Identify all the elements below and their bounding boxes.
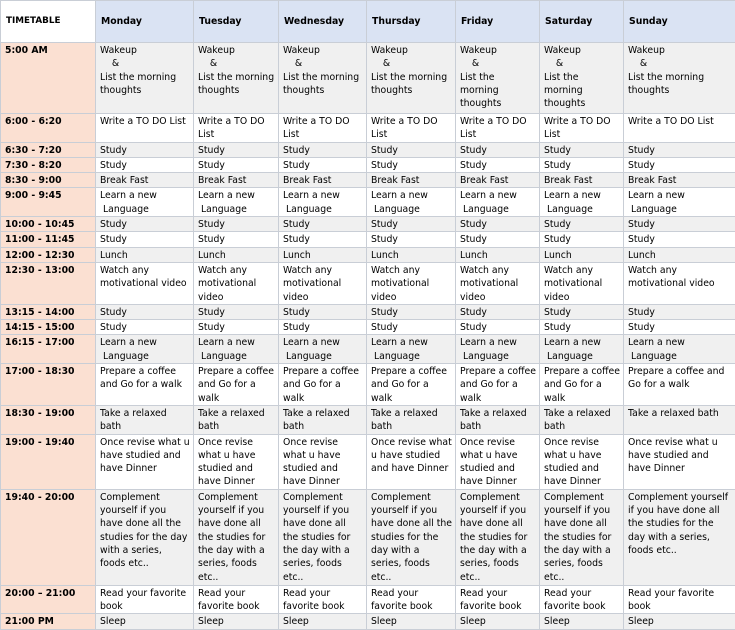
activity-cell-monday: Study bbox=[96, 157, 194, 172]
activity-cell-thursday: Prepare a coffee and Go for a walk bbox=[367, 364, 456, 406]
activity-cell-wednesday: Break Fast bbox=[279, 173, 367, 188]
activity-cell-saturday: Study bbox=[540, 142, 624, 157]
activity-cell-thursday: Study bbox=[367, 217, 456, 232]
activity-cell-saturday: Sleep bbox=[540, 614, 624, 629]
activity-cell-thursday: Sleep bbox=[367, 614, 456, 629]
activity-cell-monday: Study bbox=[96, 304, 194, 319]
activity-cell-wednesday: Study bbox=[279, 157, 367, 172]
time-slot: 9:00 - 9:45 bbox=[1, 188, 96, 217]
time-slot: 13:15 - 14:00 bbox=[1, 304, 96, 319]
activity-cell-monday: Read your favorite book bbox=[96, 585, 194, 614]
table-row bbox=[1, 335, 735, 364]
activity-cell-sunday: Take a relaxed bath bbox=[624, 405, 735, 434]
activity-cell-sunday: Complement yourself if you have done all the studies for the day with a series, foods etc.. bbox=[624, 489, 735, 585]
activity-cell-wednesday: Study bbox=[279, 232, 367, 247]
activity-cell-monday: Write a TO DO List bbox=[96, 114, 194, 143]
time-slot: 11:00 - 11:45 bbox=[1, 232, 96, 247]
activity-cell-wednesday: Once revise what u have studied and have Dinner bbox=[279, 434, 367, 489]
activity-cell-tuesday: Read your favorite book bbox=[194, 585, 279, 614]
activity-cell-wednesday: Prepare a coffee and Go for a walk bbox=[279, 364, 367, 406]
activity-cell-wednesday: Learn a new Language bbox=[279, 335, 367, 364]
activity-cell-wednesday: Watch any motivational video bbox=[279, 262, 367, 304]
activity-cell-monday: Study bbox=[96, 142, 194, 157]
activity-cell-friday: Study bbox=[456, 320, 540, 335]
time-slot: 16:15 - 17:00 bbox=[1, 335, 96, 364]
table-row bbox=[1, 173, 735, 188]
activity-cell-saturday: Once revise what u have studied and have Dinner bbox=[540, 434, 624, 489]
activity-cell-sunday: Once revise what u have studied and have Dinner bbox=[624, 434, 735, 489]
activity-cell-thursday: Learn a new Language bbox=[367, 188, 456, 217]
table-row bbox=[1, 142, 735, 157]
activity-cell-monday: Learn a new Language bbox=[96, 335, 194, 364]
time-slot: 6:00 - 6:20 bbox=[1, 114, 96, 143]
time-slot: 12:00 - 12:30 bbox=[1, 247, 96, 262]
activity-cell-saturday: Study bbox=[540, 217, 624, 232]
table-row bbox=[1, 157, 735, 172]
table-row bbox=[1, 217, 735, 232]
activity-cell-sunday: Study bbox=[624, 320, 735, 335]
activity-cell-saturday: Learn a new Language bbox=[540, 335, 624, 364]
time-slot: 7:30 - 8:20 bbox=[1, 157, 96, 172]
activity-cell-friday: Once revise what u have studied and have Dinner bbox=[456, 434, 540, 489]
activity-cell-saturday: Study bbox=[540, 320, 624, 335]
table-row bbox=[1, 585, 735, 614]
time-slot: 18:30 - 19:00 bbox=[1, 405, 96, 434]
activity-cell-wednesday: Read your favorite book bbox=[279, 585, 367, 614]
activity-cell-monday: Sleep bbox=[96, 614, 194, 629]
activity-cell-friday: Study bbox=[456, 157, 540, 172]
time-slot: 10:00 - 10:45 bbox=[1, 217, 96, 232]
activity-cell-monday: Once revise what u have studied and have Dinner bbox=[96, 434, 194, 489]
activity-cell-tuesday: Wakeup & List the morning thoughts bbox=[194, 43, 279, 114]
activity-cell-thursday: Study bbox=[367, 320, 456, 335]
time-slot: 14:15 - 15:00 bbox=[1, 320, 96, 335]
table-row bbox=[1, 434, 735, 489]
activity-cell-sunday: Write a TO DO List bbox=[624, 114, 735, 143]
activity-cell-friday: Watch any motivational video bbox=[456, 262, 540, 304]
day-header-friday: Friday bbox=[456, 1, 540, 43]
activity-cell-friday: Study bbox=[456, 142, 540, 157]
activity-cell-thursday: Once revise what u have studied and have Dinner bbox=[367, 434, 456, 489]
activity-cell-saturday: Break Fast bbox=[540, 173, 624, 188]
activity-cell-thursday: Read your favorite book bbox=[367, 585, 456, 614]
activity-cell-thursday: Study bbox=[367, 142, 456, 157]
day-header-sunday: Sunday bbox=[624, 1, 735, 43]
time-slot: 19:00 - 19:40 bbox=[1, 434, 96, 489]
activity-cell-friday: Sleep bbox=[456, 614, 540, 629]
activity-cell-friday: Learn a new Language bbox=[456, 188, 540, 217]
activity-cell-thursday: Study bbox=[367, 157, 456, 172]
activity-cell-sunday: Study bbox=[624, 304, 735, 319]
activity-cell-monday: Take a relaxed bath bbox=[96, 405, 194, 434]
activity-cell-monday: Watch any motivational video bbox=[96, 262, 194, 304]
time-slot: 8:30 - 9:00 bbox=[1, 173, 96, 188]
activity-cell-wednesday: Study bbox=[279, 320, 367, 335]
day-header-thursday: Thursday bbox=[367, 1, 456, 43]
activity-cell-wednesday: Take a relaxed bath bbox=[279, 405, 367, 434]
activity-cell-monday: Complement yourself if you have done all the studies for the day with a series, foods etc.. bbox=[96, 489, 194, 585]
table-row bbox=[1, 405, 735, 434]
activity-cell-wednesday: Study bbox=[279, 142, 367, 157]
activity-cell-monday: Wakeup & List the morning thoughts bbox=[96, 43, 194, 114]
table-row bbox=[1, 114, 735, 143]
activity-cell-thursday: Wakeup & List the morning thoughts bbox=[367, 43, 456, 114]
activity-cell-tuesday: Study bbox=[194, 217, 279, 232]
activity-cell-tuesday: Study bbox=[194, 232, 279, 247]
activity-cell-saturday: Study bbox=[540, 157, 624, 172]
table-row bbox=[1, 614, 735, 629]
activity-cell-saturday: Lunch bbox=[540, 247, 624, 262]
activity-cell-tuesday: Study bbox=[194, 142, 279, 157]
day-header-tuesday: Tuesday bbox=[194, 1, 279, 43]
activity-cell-wednesday: Wakeup & List the morning thoughts bbox=[279, 43, 367, 114]
activity-cell-wednesday: Study bbox=[279, 304, 367, 319]
activity-cell-friday: Learn a new Language bbox=[456, 335, 540, 364]
activity-cell-sunday: Lunch bbox=[624, 247, 735, 262]
activity-cell-saturday: Study bbox=[540, 232, 624, 247]
activity-cell-thursday: Learn a new Language bbox=[367, 335, 456, 364]
activity-cell-saturday: Prepare a coffee and Go for a walk bbox=[540, 364, 624, 406]
activity-cell-monday: Study bbox=[96, 217, 194, 232]
activity-cell-thursday: Break Fast bbox=[367, 173, 456, 188]
activity-cell-sunday: Learn a new Language bbox=[624, 188, 735, 217]
table-row bbox=[1, 304, 735, 319]
activity-cell-saturday: Take a relaxed bath bbox=[540, 405, 624, 434]
activity-cell-monday: Study bbox=[96, 232, 194, 247]
activity-cell-tuesday: Watch any motivational video bbox=[194, 262, 279, 304]
activity-cell-sunday: Study bbox=[624, 232, 735, 247]
activity-cell-tuesday: Study bbox=[194, 320, 279, 335]
activity-cell-thursday: Take a relaxed bath bbox=[367, 405, 456, 434]
activity-cell-thursday: Study bbox=[367, 304, 456, 319]
activity-cell-wednesday: Write a TO DO List bbox=[279, 114, 367, 143]
activity-cell-tuesday: Study bbox=[194, 157, 279, 172]
activity-cell-thursday: Watch any motivational video bbox=[367, 262, 456, 304]
header-row bbox=[1, 1, 735, 43]
time-slot: 21:00 PM bbox=[1, 614, 96, 629]
activity-cell-tuesday: Prepare a coffee and Go for a walk bbox=[194, 364, 279, 406]
activity-cell-friday: Break Fast bbox=[456, 173, 540, 188]
activity-cell-sunday: Break Fast bbox=[624, 173, 735, 188]
activity-cell-wednesday: Learn a new Language bbox=[279, 188, 367, 217]
activity-cell-wednesday: Study bbox=[279, 217, 367, 232]
activity-cell-monday: Study bbox=[96, 320, 194, 335]
activity-cell-monday: Learn a new Language bbox=[96, 188, 194, 217]
activity-cell-tuesday: Take a relaxed bath bbox=[194, 405, 279, 434]
activity-cell-thursday: Complement yourself if you have done all the studies for the day with a series, foods etc.. bbox=[367, 489, 456, 585]
activity-cell-saturday: Study bbox=[540, 304, 624, 319]
activity-cell-saturday: Watch any motivational video bbox=[540, 262, 624, 304]
activity-cell-thursday: Lunch bbox=[367, 247, 456, 262]
day-header-wednesday: Wednesday bbox=[279, 1, 367, 43]
time-slot: 17:00 - 18:30 bbox=[1, 364, 96, 406]
activity-cell-monday: Break Fast bbox=[96, 173, 194, 188]
activity-cell-tuesday: Learn a new Language bbox=[194, 335, 279, 364]
activity-cell-friday: Lunch bbox=[456, 247, 540, 262]
activity-cell-tuesday: Lunch bbox=[194, 247, 279, 262]
activity-cell-friday: Study bbox=[456, 304, 540, 319]
activity-cell-saturday: Read your favorite book bbox=[540, 585, 624, 614]
activity-cell-tuesday: Sleep bbox=[194, 614, 279, 629]
time-slot: 20:00 – 21:00 bbox=[1, 585, 96, 614]
activity-cell-saturday: Learn a new Language bbox=[540, 188, 624, 217]
activity-cell-tuesday: Study bbox=[194, 304, 279, 319]
activity-cell-tuesday: Once revise what u have studied and have Dinner bbox=[194, 434, 279, 489]
table-row bbox=[1, 320, 735, 335]
time-slot: 5:00 AM bbox=[1, 43, 96, 114]
activity-cell-saturday: Write a TO DO List bbox=[540, 114, 624, 143]
activity-cell-tuesday: Complement yourself if you have done all the studies for the day with a series, foods etc.. bbox=[194, 489, 279, 585]
activity-cell-sunday: Learn a new Language bbox=[624, 335, 735, 364]
activity-cell-friday: Prepare a coffee and Go for a walk bbox=[456, 364, 540, 406]
activity-cell-wednesday: Sleep bbox=[279, 614, 367, 629]
activity-cell-friday: Study bbox=[456, 232, 540, 247]
activity-cell-friday: Study bbox=[456, 217, 540, 232]
activity-cell-friday: Write a TO DO List bbox=[456, 114, 540, 143]
activity-cell-sunday: Prepare a coffee and Go for a walk bbox=[624, 364, 735, 406]
activity-cell-saturday: Complement yourself if you have done all the studies for the day with a series, foods etc.. bbox=[540, 489, 624, 585]
timetable-body bbox=[1, 43, 735, 630]
day-header-monday: Monday bbox=[96, 1, 194, 43]
activity-cell-thursday: Write a TO DO List bbox=[367, 114, 456, 143]
table-row bbox=[1, 188, 735, 217]
day-header-saturday: Saturday bbox=[540, 1, 624, 43]
activity-cell-wednesday: Lunch bbox=[279, 247, 367, 262]
table-row bbox=[1, 262, 735, 304]
table-row bbox=[1, 232, 735, 247]
activity-cell-friday: Read your favorite book bbox=[456, 585, 540, 614]
table-row bbox=[1, 247, 735, 262]
activity-cell-sunday: Watch any motivational video bbox=[624, 262, 735, 304]
activity-cell-tuesday: Learn a new Language bbox=[194, 188, 279, 217]
activity-cell-friday: Take a relaxed bath bbox=[456, 405, 540, 434]
activity-cell-sunday: Wakeup & List the morning thoughts bbox=[624, 43, 735, 114]
activity-cell-sunday: Study bbox=[624, 157, 735, 172]
activity-cell-friday: Wakeup & List the morning thoughts bbox=[456, 43, 540, 114]
table-row bbox=[1, 364, 735, 406]
activity-cell-sunday: Study bbox=[624, 142, 735, 157]
activity-cell-tuesday: Break Fast bbox=[194, 173, 279, 188]
time-slot: 6:30 - 7:20 bbox=[1, 142, 96, 157]
activity-cell-saturday: Wakeup & List the morning thoughts bbox=[540, 43, 624, 114]
activity-cell-thursday: Study bbox=[367, 232, 456, 247]
activity-cell-sunday: Study bbox=[624, 217, 735, 232]
time-slot: 12:30 - 13:00 bbox=[1, 262, 96, 304]
activity-cell-sunday: Read your favorite book bbox=[624, 585, 735, 614]
activity-cell-friday: Complement yourself if you have done all the studies for the day with a series, foods etc.. bbox=[456, 489, 540, 585]
time-slot: 19:40 - 20:00 bbox=[1, 489, 96, 585]
activity-cell-monday: Prepare a coffee and Go for a walk bbox=[96, 364, 194, 406]
activity-cell-monday: Lunch bbox=[96, 247, 194, 262]
activity-cell-tuesday: Write a TO DO List bbox=[194, 114, 279, 143]
timetable-title: TIMETABLE bbox=[1, 1, 96, 43]
table-row bbox=[1, 43, 735, 114]
table-row bbox=[1, 489, 735, 585]
activity-cell-wednesday: Complement yourself if you have done all the studies for the day with a series, foods etc.. bbox=[279, 489, 367, 585]
activity-cell-sunday: Sleep bbox=[624, 614, 735, 629]
